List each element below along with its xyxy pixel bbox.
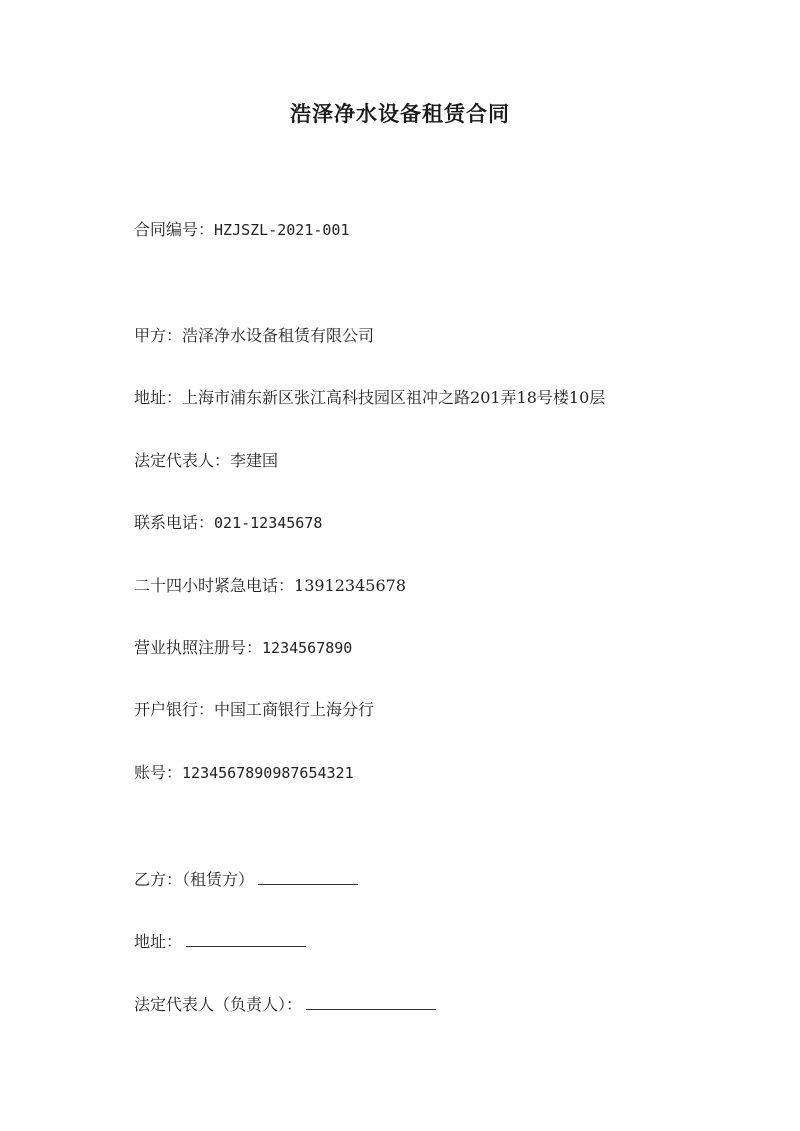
document-title: 浩泽净水设备租赁合同 [290, 101, 510, 126]
party-a-bank-line [134, 699, 374, 721]
party-a-phone-line [134, 512, 322, 534]
party-b-legal-rep-line [134, 993, 436, 1016]
party-a-account-label: 账号： [134, 763, 183, 782]
party-a-name-line [134, 325, 374, 347]
party-b-address-blank[interactable] [186, 930, 306, 947]
party-a-name-label: 甲方： [134, 326, 183, 345]
contract-number-line [134, 219, 349, 241]
party-b-name-blank[interactable] [258, 868, 358, 885]
party-a-emergency-phone-value: 13912345678 [294, 576, 406, 595]
party-b-address-label: 地址： [134, 932, 183, 951]
party-a-legal-rep-line [134, 450, 278, 472]
party-a-account-line [134, 762, 354, 784]
party-b-name-label: 乙方：（租赁方） [134, 870, 255, 889]
party-a-address-label: 地址： [134, 388, 183, 407]
party-a-legal-rep-label: 法定代表人： [134, 451, 231, 470]
party-b-address-line [134, 930, 306, 953]
party-a-emergency-phone-line [134, 575, 406, 597]
party-b-name-line [134, 868, 358, 891]
party-b-legal-rep-blank[interactable] [306, 993, 436, 1010]
party-a-name-value: 浩泽净水设备租赁有限公司 [182, 326, 375, 345]
party-a-address-value: 上海市浦东新区张江高科技园区祖冲之路201弄18号楼10层 [182, 388, 606, 407]
party-a-license-value: 1234567890 [262, 639, 353, 657]
contract-number-label: 合同编号： [134, 220, 215, 239]
party-a-bank-label: 开户银行： [134, 700, 215, 719]
party-a-bank-value: 中国工商银行上海分行 [214, 700, 375, 719]
contract-number-value: HZJSZL-2021-001 [214, 221, 350, 239]
party-a-phone-label: 联系电话： [134, 513, 215, 532]
party-a-license-line [134, 637, 352, 659]
party-a-emergency-phone-label: 二十四小时紧急电话： [134, 576, 295, 595]
party-b-legal-rep-label: 法定代表人（负责人）： [134, 995, 303, 1014]
party-a-license-label: 营业执照注册号： [134, 638, 263, 657]
party-a-address-line [134, 387, 605, 409]
party-a-legal-rep-value: 李建国 [230, 451, 279, 470]
party-a-phone-value: 021-12345678 [214, 514, 323, 532]
party-a-account-value: 1234567890987654321 [182, 764, 354, 782]
